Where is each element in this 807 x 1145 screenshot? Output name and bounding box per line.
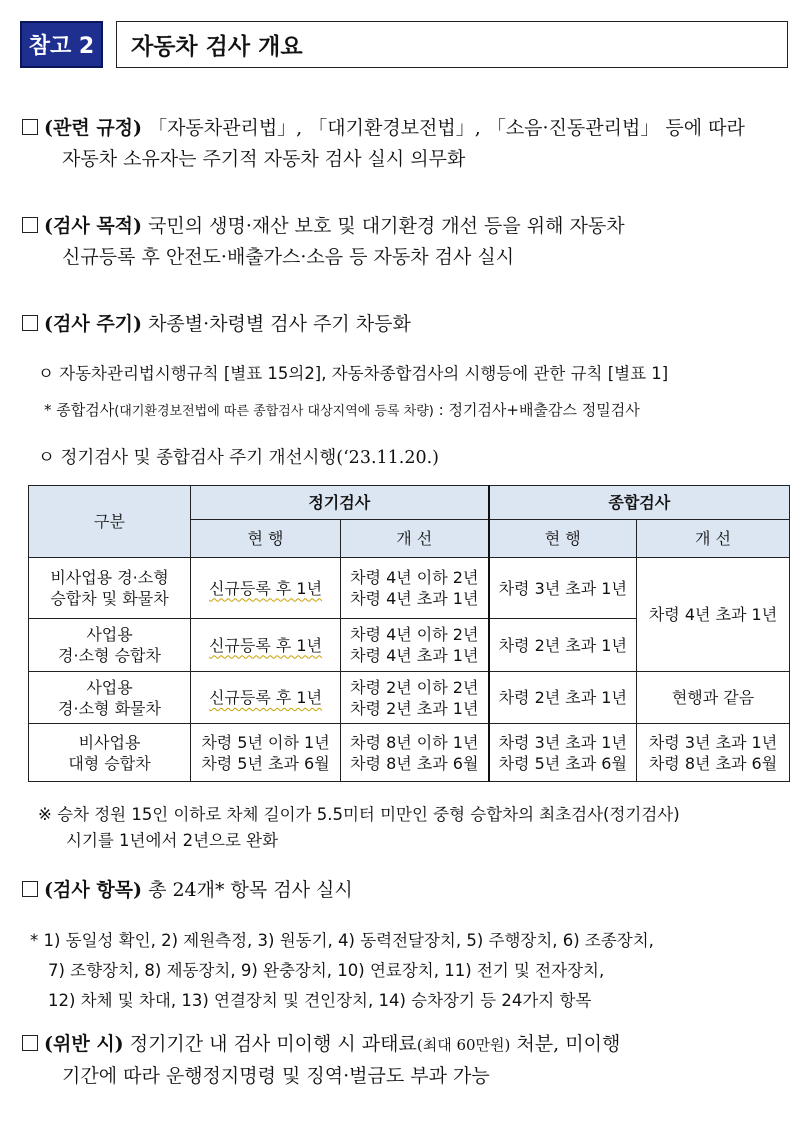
section-text-tail: 처분, 미이행 (510, 1033, 621, 1055)
items-line1: * 1) 동일성 확인, 2) 제원측정, 3) 원동기, 4) 동력전달장치, 5) 주행장치, 6) 조종장치, (30, 931, 654, 950)
section-law (22, 113, 789, 175)
row-type: 사업용 경·소형 승합차 (29, 619, 191, 672)
table-footnote (38, 802, 789, 854)
note-detail: (대기환경보전법에 따른 종합검사 대상지역에 등록 차량) (114, 404, 434, 419)
checkbox-square-icon (22, 1035, 38, 1051)
periodic-current: 차령 5년 이하 1년 차령 5년 초과 6월 (191, 724, 341, 782)
header-periodic-improved: 개 선 (341, 520, 489, 558)
row-type: 비사업용 경·소형 승합차 및 화물차 (29, 558, 191, 619)
checkbox-square-icon (22, 217, 38, 233)
page-title: 자동차 검사 개요 (116, 21, 788, 68)
comprehensive-improved: 현행과 같음 (637, 672, 790, 724)
footnote-line2: 시기를 1년에서 2년으로 완화 (66, 831, 279, 850)
section-label: (위반 시) (44, 1033, 124, 1055)
periodic-current: 신규등록 후 1년 (191, 672, 341, 724)
cycle-note (44, 399, 789, 423)
periodic-improved: 차령 4년 이하 2년 차령 4년 초과 1년 (341, 558, 489, 619)
comprehensive-improved: 차령 3년 초과 1년 차령 8년 초과 6월 (637, 724, 790, 782)
section-text-line2: 신규등록 후 안전도·배출가스·소음 등 자동차 검사 실시 (62, 246, 515, 268)
table-row (29, 672, 790, 724)
section-text: 차종별·차령별 검사 주기 차등화 (148, 313, 411, 335)
comprehensive-current: 차령 3년 초과 1년 차령 5년 초과 6월 (489, 724, 637, 782)
section-text: 총 24개* 항목 검사 실시 (148, 879, 353, 901)
periodic-improved: 차령 8년 이하 1년 차령 8년 초과 6월 (341, 724, 489, 782)
table-row (29, 724, 790, 782)
section-label: (검사 목적) (44, 215, 143, 237)
header-periodic: 정기검사 (191, 486, 489, 520)
header-comprehensive: 종합검사 (489, 486, 790, 520)
section-violation (22, 1029, 789, 1092)
section-text-line2: 자동차 소유자는 주기적 자동차 검사 실시 의무화 (62, 148, 466, 170)
reference-tag: 참고 2 (20, 21, 103, 68)
section-items (22, 875, 789, 906)
items-line3: 12) 차체 및 차대, 13) 연결장치 및 견인장치, 14) 승차장기 등 24가지 항목 (48, 991, 592, 1010)
periodic-improved: 차령 4년 이하 2년 차령 4년 초과 1년 (341, 619, 489, 672)
row-type: 사업용 경·소형 화물차 (29, 672, 191, 724)
section-text-small: (최대 60만원) (416, 1036, 511, 1054)
checkbox-square-icon (22, 119, 38, 135)
comprehensive-current: 차령 3년 초과 1년 (489, 558, 637, 619)
section-text: 정기기간 내 검사 미이행 시 과태료 (129, 1033, 417, 1055)
table-header-row (29, 486, 790, 520)
section-cycle (22, 309, 789, 340)
footnote-line1: ※ 승차 정원 15인 이하로 차체 길이가 5.5미터 미만인 중형 승합차의 최초검사(정기검사) (38, 805, 680, 824)
periodic-current: 신규등록 후 1년 (191, 619, 341, 672)
comprehensive-current: 차령 2년 초과 1년 (489, 619, 637, 672)
header-type: 구분 (29, 486, 191, 558)
section-label: (검사 주기) (44, 313, 143, 335)
section-label: (검사 항목) (44, 879, 143, 901)
header-comprehensive-improved: 개 선 (637, 520, 790, 558)
inspection-cycle-table (28, 485, 790, 782)
items-line2: 7) 조향장치, 8) 제동장치, 9) 완충장치, 10) 연료장치, 11) 전기 및 전자장치, (48, 961, 605, 980)
header-periodic-current: 현 행 (191, 520, 341, 558)
table-row (29, 558, 790, 619)
periodic-current: 신규등록 후 1년 (191, 558, 341, 619)
cycle-sub-schedule: ㅇ 정기검사 및 종합검사 주기 개선시행(‘23.11.20.) (38, 448, 440, 468)
section-purpose (22, 211, 789, 273)
comprehensive-improved-merged: 차령 4년 초과 1년 (637, 558, 790, 672)
checkbox-square-icon (22, 315, 38, 331)
section-text: 국민의 생명·재산 보호 및 대기환경 개선 등을 위해 자동차 (148, 215, 625, 237)
comprehensive-current: 차령 2년 초과 1년 (489, 672, 637, 724)
row-type: 비사업용 대형 승합차 (29, 724, 191, 782)
note-tail: : 정기검사+배출감스 정밀검사 (433, 401, 640, 419)
section-text: 「자동차관리법」, 「대기환경보전법」, 「소음·진동관리법」 등에 따라 (148, 117, 745, 139)
section-text-line2: 기간에 따라 운행정지명령 및 징역·벌금도 부과 가능 (62, 1065, 490, 1087)
checkbox-square-icon (22, 881, 38, 897)
periodic-improved: 차령 2년 이하 2년 차령 2년 초과 1년 (341, 672, 489, 724)
items-list (30, 926, 789, 1016)
note-lead: * 종합검사 (44, 401, 115, 419)
header-comprehensive-current: 현 행 (489, 520, 637, 558)
section-label: (관련 규정) (44, 117, 143, 139)
cycle-sub-regulations: ㅇ 자동차관리법시행규칙 [별표 15의2], 자동차종합검사의 시행등에 관한 규칙 [별표 1] (38, 364, 669, 383)
